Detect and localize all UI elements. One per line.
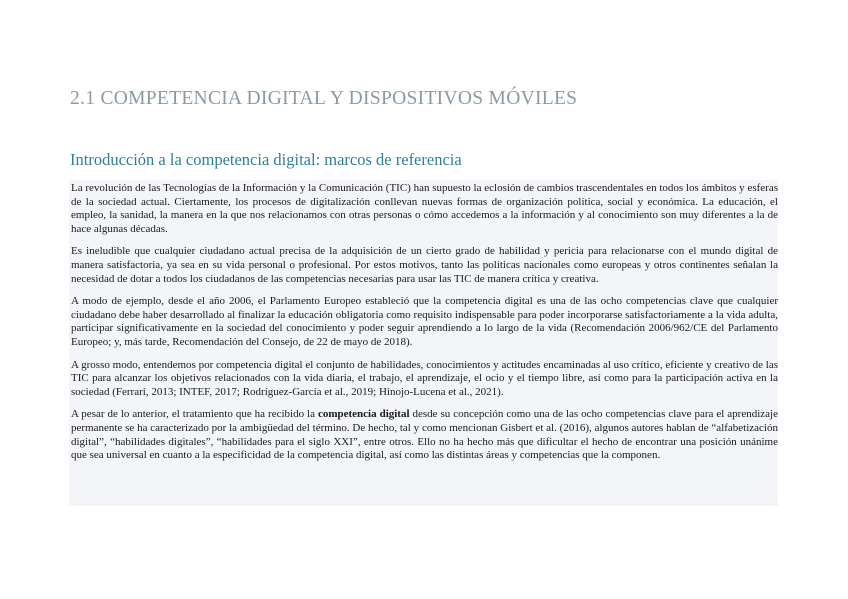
content-box <box>69 180 778 506</box>
paragraph-5 <box>71 408 778 462</box>
paragraph-4: A grosso modo, entendemos por competencia digital el conjunto de habilidades, conocimientos y actitudes encaminadas al uso crítico, eficiente y creativo de las TIC para alcanzar los objetivos relacionados con la vida diaria, el trabajo, el aprendizaje, el ocio y el tiempo libre, así como para la participación activa en la sociedad (Ferrari, 2013; INTEF, 2017; Rodríguez-García et al., 2019; Hinojo-Lucena et al., 2021). <box>71 358 778 398</box>
paragraph-5-start: A pesar de lo anterior, el tratamiento que ha recibido la <box>71 408 318 421</box>
subsection-title: Introducción a la competencia digital: marcos de referencia <box>70 150 462 169</box>
paragraph-1: La revolución de las Tecnologías de la Información y la Comunicación (TIC) han supuesto la eclosión de cambios trascendentales en todos los ámbitos y esferas de la sociedad actual. Ciertamente, los procesos de digitalización conllevan nuevas formas de organización política, social y económica. La educación, el empleo, la sanidad, la manera en la que nos relacionamos con otras personas o cómo accedemos a la información y al conocimiento son muy diferentes a la de hace algunas décadas. <box>71 182 778 235</box>
section-title: 2.1 COMPETENCIA DIGITAL Y DISPOSITIVOS MÓVILES <box>70 88 578 109</box>
paragraph-3: A modo de ejemplo, desde el año 2006, el Parlamento Europeo estableció que la competencia digital es una de las ocho competencias clave que cualquier ciudadano debe haber desarrollado al finalizar la educación obligatoria como requisito indispensable para poder incorporarse satisfactoriamente a la vida adulta, participar significativamente en la sociedad del conocimiento y poder seguir aprendiendo a lo largo de la vida (Recomendación 2006/962/CE del Parlamento Europeo; y, más tarde, Recomendación del Consejo, de 22 de mayo de 2018). <box>71 295 778 348</box>
paragraph-5-end: desde su concepción como una de las ocho competencias clave para el aprendizaje permanente se ha caracterizado por la ambigüedad del término. De hecho, tal y como mencionan Gisbert et al. (2016), algunos autores hablan de “alfabetización digital”, “habilidades digitales”, “habilidades para el siglo XXI”, entre otros. Ello no ha hecho más que dificultar el hecho de encontrar una posición unánime que sea universal en cuanto a la especificidad de la competencia digital, así como las distintas áreas y competencias que la componen. <box>71 408 778 462</box>
paragraph-5-bold-term: competencia digital <box>317 408 410 421</box>
paragraph-2: Es ineludible que cualquier ciudadano actual precisa de la adquisición de un cierto grado de habilidad y pericia para relacionarse con el mundo digital de manera satisfactoria, ya sea en su vida personal o profesional. Por estos motivos, tanto las políticas nacionales como europeas y otros continentes señalan la necesidad de dotar a todos los ciudadanos de las competencias necesarias para usar las TIC de manera crítica y creativa. <box>71 245 778 285</box>
